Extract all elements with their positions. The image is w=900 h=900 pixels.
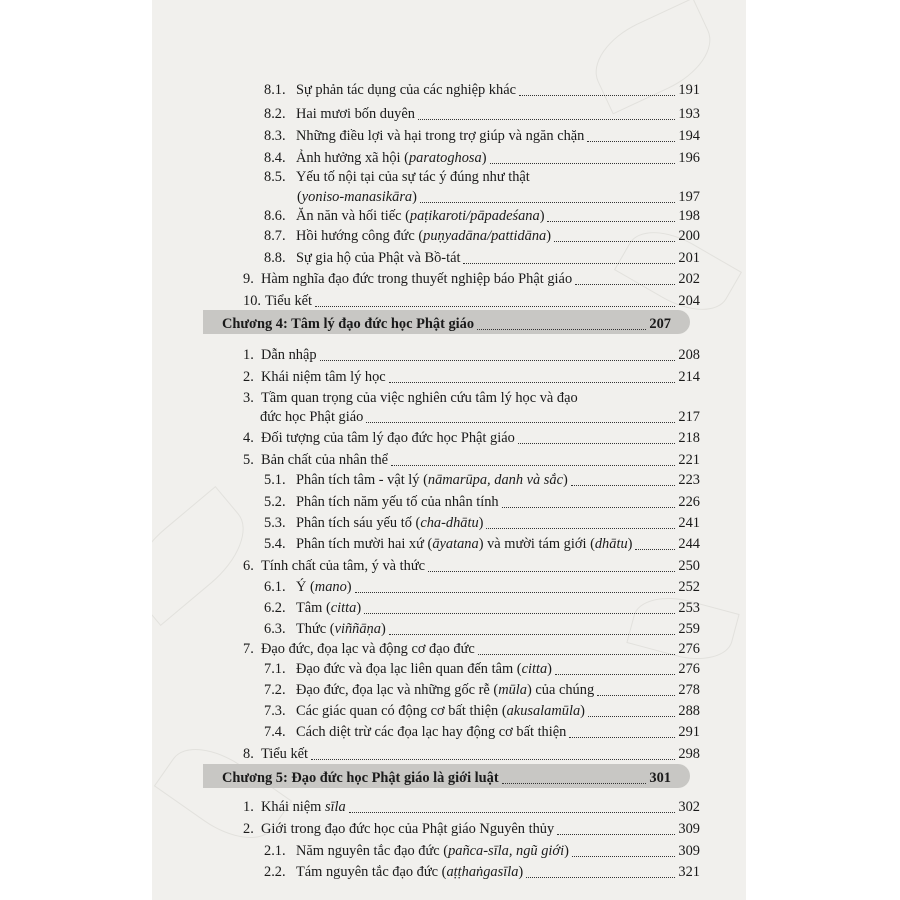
dot-leader xyxy=(366,421,675,423)
dot-leader xyxy=(555,673,675,675)
toc-page-number: 301 xyxy=(649,770,671,786)
toc-entry-title: Tiểu kết xyxy=(261,746,309,762)
toc-entry-number: 5.1. xyxy=(264,472,286,488)
toc-page-number: 309 xyxy=(678,843,700,859)
dot-leader xyxy=(391,464,675,466)
toc-entry-title: đức học Phật giáo xyxy=(260,409,364,425)
dot-leader xyxy=(463,262,675,264)
dot-leader xyxy=(588,715,675,717)
toc-entry-title: Giới trong đạo đức học của Phật giáo Nguyên thủy xyxy=(261,821,555,837)
toc-page-number: 276 xyxy=(678,641,700,657)
toc-entry-title: Phân tích tâm - vật lý (nāmarūpa, danh và sắc) xyxy=(296,472,568,488)
toc-entry[interactable] xyxy=(264,467,700,489)
dot-leader xyxy=(418,118,675,120)
dot-leader xyxy=(635,548,675,550)
dot-leader xyxy=(502,506,676,508)
toc-page-number: 204 xyxy=(678,293,700,309)
toc-page-number: 218 xyxy=(678,430,700,446)
dot-leader xyxy=(355,591,676,593)
toc-entry-number: 5.3. xyxy=(264,515,286,531)
toc-entry-title: Khái niệm tâm lý học xyxy=(261,369,386,385)
toc-entry[interactable] xyxy=(243,741,700,763)
toc-entry[interactable] xyxy=(264,77,700,99)
toc-entry[interactable] xyxy=(243,364,700,386)
toc-entry-title: Các giác quan có động cơ bất thiện (akusalamūla) xyxy=(296,703,585,719)
toc-entry[interactable] xyxy=(243,553,700,575)
toc-entry[interactable] xyxy=(243,288,700,310)
toc-page-number: 198 xyxy=(678,208,700,224)
toc-entry-title: Đạo đức và đọa lạc liên quan đến tâm (citta) xyxy=(296,661,552,677)
toc-entry[interactable] xyxy=(264,838,700,860)
toc-entry[interactable] xyxy=(264,489,700,511)
dot-leader xyxy=(518,442,676,444)
toc-entry[interactable] xyxy=(243,447,700,469)
toc-entry-title: Tâm (citta) xyxy=(296,600,362,616)
toc-entry[interactable] xyxy=(264,164,700,186)
toc-entry[interactable] xyxy=(243,266,700,288)
toc-entry[interactable] xyxy=(264,245,700,267)
toc-entry-title: Ăn năn và hối tiếc (paṭikaroti/pāpadeśana) xyxy=(296,208,545,224)
toc-page-number: 221 xyxy=(678,452,700,468)
toc-entry[interactable] xyxy=(264,595,700,617)
toc-entry-number: 7.2. xyxy=(264,682,286,698)
dot-leader xyxy=(575,283,675,285)
toc-entry-title: Tầm quan trọng của việc nghiên cứu tâm lý học và đạo xyxy=(261,390,578,406)
toc-chapter-entry[interactable] xyxy=(222,765,671,787)
dot-leader xyxy=(571,484,676,486)
toc-entry-title: Năm nguyên tắc đạo đức (pañca-sīla, ngũ giới) xyxy=(296,843,569,859)
toc-page-number: 226 xyxy=(678,494,700,510)
toc-entry-number: 7. xyxy=(243,641,254,657)
toc-entry-number: 1. xyxy=(243,799,254,815)
toc-page-number: 200 xyxy=(678,228,700,244)
toc-chapter-entry[interactable] xyxy=(222,311,671,333)
toc-entry[interactable] xyxy=(243,794,700,816)
toc-entry-title: Hàm nghĩa đạo đức trong thuyết nghiệp báo Phật giáo xyxy=(261,271,573,287)
toc-entry-number: 2.1. xyxy=(264,843,286,859)
dot-leader xyxy=(554,240,675,242)
chapter-heading-bar xyxy=(203,310,690,334)
toc-entry[interactable] xyxy=(243,425,700,447)
dot-leader xyxy=(547,220,675,222)
toc-entry-number: 2. xyxy=(243,821,254,837)
toc-page-number: 288 xyxy=(678,703,700,719)
toc-entry[interactable] xyxy=(264,531,700,553)
toc-entry-number: 7.4. xyxy=(264,724,286,740)
dot-leader xyxy=(526,876,675,878)
dot-leader xyxy=(389,381,676,383)
toc-entry-title: Ảnh hưởng xã hội (paratoghosa) xyxy=(296,150,487,166)
toc-page-number: 197 xyxy=(678,189,700,205)
toc-entry-number: 7.3. xyxy=(264,703,286,719)
toc-entry-number: 8. xyxy=(243,746,254,762)
dot-leader xyxy=(486,527,675,529)
toc-entry-number: 2.2. xyxy=(264,864,286,880)
dot-leader xyxy=(478,653,676,655)
toc-page-number: 194 xyxy=(678,128,700,144)
toc-entry[interactable] xyxy=(243,342,700,364)
toc-page-number: 278 xyxy=(678,682,700,698)
table-of-contents xyxy=(152,0,746,900)
toc-entry[interactable] xyxy=(243,636,700,658)
toc-entry-title: Sự phản tác dụng của các nghiệp khác xyxy=(296,82,516,98)
toc-entry-number: 8.8. xyxy=(264,250,286,266)
toc-entry-title: Đạo đức, đọa lạc và những gốc rễ (mūla) của chúng xyxy=(296,682,595,698)
toc-entry-number: 6. xyxy=(243,558,254,574)
toc-page-number: 244 xyxy=(678,536,700,552)
dot-leader xyxy=(587,140,675,142)
dot-leader xyxy=(320,359,676,361)
toc-entry-number: 5. xyxy=(243,452,254,468)
toc-entry-number: 6.2. xyxy=(264,600,286,616)
toc-entry-number: 8.4. xyxy=(264,150,286,166)
toc-entry-title: Tính chất của tâm, ý và thức xyxy=(261,558,426,574)
dot-leader xyxy=(502,782,647,784)
toc-page-number: 252 xyxy=(678,579,700,595)
toc-page-number: 298 xyxy=(678,746,700,762)
toc-page-number: 309 xyxy=(678,821,700,837)
toc-page-number: 250 xyxy=(678,558,700,574)
toc-page-number: 214 xyxy=(678,369,700,385)
toc-entry[interactable] xyxy=(264,859,700,881)
dot-leader xyxy=(349,811,676,813)
toc-entry-title: Bản chất của nhân thể xyxy=(261,452,389,468)
chapter-title: Chương 4: Tâm lý đạo đức học Phật giáo xyxy=(222,316,475,332)
toc-page-number: 217 xyxy=(678,409,700,425)
dot-leader xyxy=(519,94,675,96)
toc-entry-number: 10. xyxy=(243,293,261,309)
toc-entry-number: 3. xyxy=(243,390,254,406)
toc-page-number: 208 xyxy=(678,347,700,363)
toc-entry-title: Tám nguyên tắc đạo đức (aṭṭhaṅgasīla) xyxy=(296,864,524,880)
toc-page-number: 302 xyxy=(678,799,700,815)
toc-entry[interactable] xyxy=(264,677,700,699)
toc-page-number: 241 xyxy=(678,515,700,531)
dot-leader xyxy=(597,694,675,696)
toc-entry-number: 8.3. xyxy=(264,128,286,144)
toc-entry-title: Phân tích mười hai xứ (āyatana) và mười tám giới (dhātu) xyxy=(296,536,633,552)
toc-entry-number: 6.3. xyxy=(264,621,286,637)
toc-entry-number: 6.1. xyxy=(264,579,286,595)
toc-entry[interactable] xyxy=(264,656,700,678)
toc-page-number: 259 xyxy=(678,621,700,637)
toc-entry-title: Những điều lợi và hại trong trợ giúp và ngăn chặn xyxy=(296,128,585,144)
toc-page-number: 207 xyxy=(649,316,671,332)
toc-page-number: 196 xyxy=(678,150,700,166)
toc-entry-title: Phân tích sáu yếu tố (cha-dhātu) xyxy=(296,515,484,531)
toc-entry-title: Cách diệt trừ các đọa lạc hay động cơ bất thiện xyxy=(296,724,567,740)
toc-entry-number: 5.4. xyxy=(264,536,286,552)
toc-page-number: 291 xyxy=(678,724,700,740)
toc-entry-title: Yếu tố nội tại của sự tác ý đúng như thật xyxy=(296,169,530,185)
dot-leader xyxy=(389,633,676,635)
toc-page-number: 202 xyxy=(678,271,700,287)
toc-entry-title: Sự gia hộ của Phật và Bồ-tát xyxy=(296,250,461,266)
toc-entry[interactable] xyxy=(260,404,700,426)
dot-leader xyxy=(428,570,675,572)
toc-page-number: 223 xyxy=(678,472,700,488)
toc-entry[interactable] xyxy=(264,203,700,225)
dot-leader xyxy=(557,833,675,835)
toc-page-number: 191 xyxy=(678,82,700,98)
toc-entry-number: 8.2. xyxy=(264,106,286,122)
chapter-title: Chương 5: Đạo đức học Phật giáo là giới luật xyxy=(222,770,499,786)
toc-entry-number: 8.7. xyxy=(264,228,286,244)
dot-leader xyxy=(572,855,676,857)
toc-entry-title: Thức (viññāṇa) xyxy=(296,621,386,637)
toc-entry-title: Hồi hướng công đức (puṇyadāna/pattidāna) xyxy=(296,228,552,244)
toc-entry-number: 9. xyxy=(243,271,254,287)
dot-leader xyxy=(364,612,675,614)
toc-page-number: 193 xyxy=(678,106,700,122)
toc-entry-title: (yoniso-manasikāra) xyxy=(297,189,417,205)
toc-entry[interactable] xyxy=(264,574,700,596)
toc-page-number: 276 xyxy=(678,661,700,677)
book-page xyxy=(152,0,746,900)
toc-entry-title: Hai mươi bốn duyên xyxy=(296,106,415,122)
toc-entry[interactable] xyxy=(264,223,700,245)
toc-entry-number: 7.1. xyxy=(264,661,286,677)
toc-entry-number: 4. xyxy=(243,430,254,446)
toc-entry[interactable] xyxy=(264,698,700,720)
dot-leader xyxy=(315,305,675,307)
toc-entry-number: 2. xyxy=(243,369,254,385)
toc-entry-title: Phân tích năm yếu tố của nhân tính xyxy=(296,494,499,510)
toc-entry-title: Đối tượng của tâm lý đạo đức học Phật giáo xyxy=(261,430,515,446)
toc-entry[interactable] xyxy=(243,816,700,838)
toc-entry-title: Tiểu kết xyxy=(265,293,313,309)
toc-entry[interactable] xyxy=(264,123,700,145)
dot-leader xyxy=(569,736,675,738)
dot-leader xyxy=(477,328,646,330)
toc-entry-number: 8.5. xyxy=(264,169,286,185)
toc-page-number: 253 xyxy=(678,600,700,616)
toc-entry-title: Khái niệm sīla xyxy=(261,799,346,815)
toc-entry-number: 8.6. xyxy=(264,208,286,224)
toc-entry[interactable] xyxy=(264,101,700,123)
toc-entry-title: Dẫn nhập xyxy=(261,347,317,363)
toc-entry-number: 1. xyxy=(243,347,254,363)
toc-entry-number: 8.1. xyxy=(264,82,286,98)
toc-entry-title: Đạo đức, đọa lạc và động cơ đạo đức xyxy=(261,641,475,657)
toc-page-number: 321 xyxy=(678,864,700,880)
toc-entry[interactable] xyxy=(264,510,700,532)
toc-entry-title: Ý (mano) xyxy=(296,579,352,595)
toc-page-number: 201 xyxy=(678,250,700,266)
toc-entry-number: 5.2. xyxy=(264,494,286,510)
dot-leader xyxy=(311,758,675,760)
chapter-heading-bar xyxy=(203,764,690,788)
toc-entry[interactable] xyxy=(264,616,700,638)
toc-entry[interactable] xyxy=(264,719,700,741)
